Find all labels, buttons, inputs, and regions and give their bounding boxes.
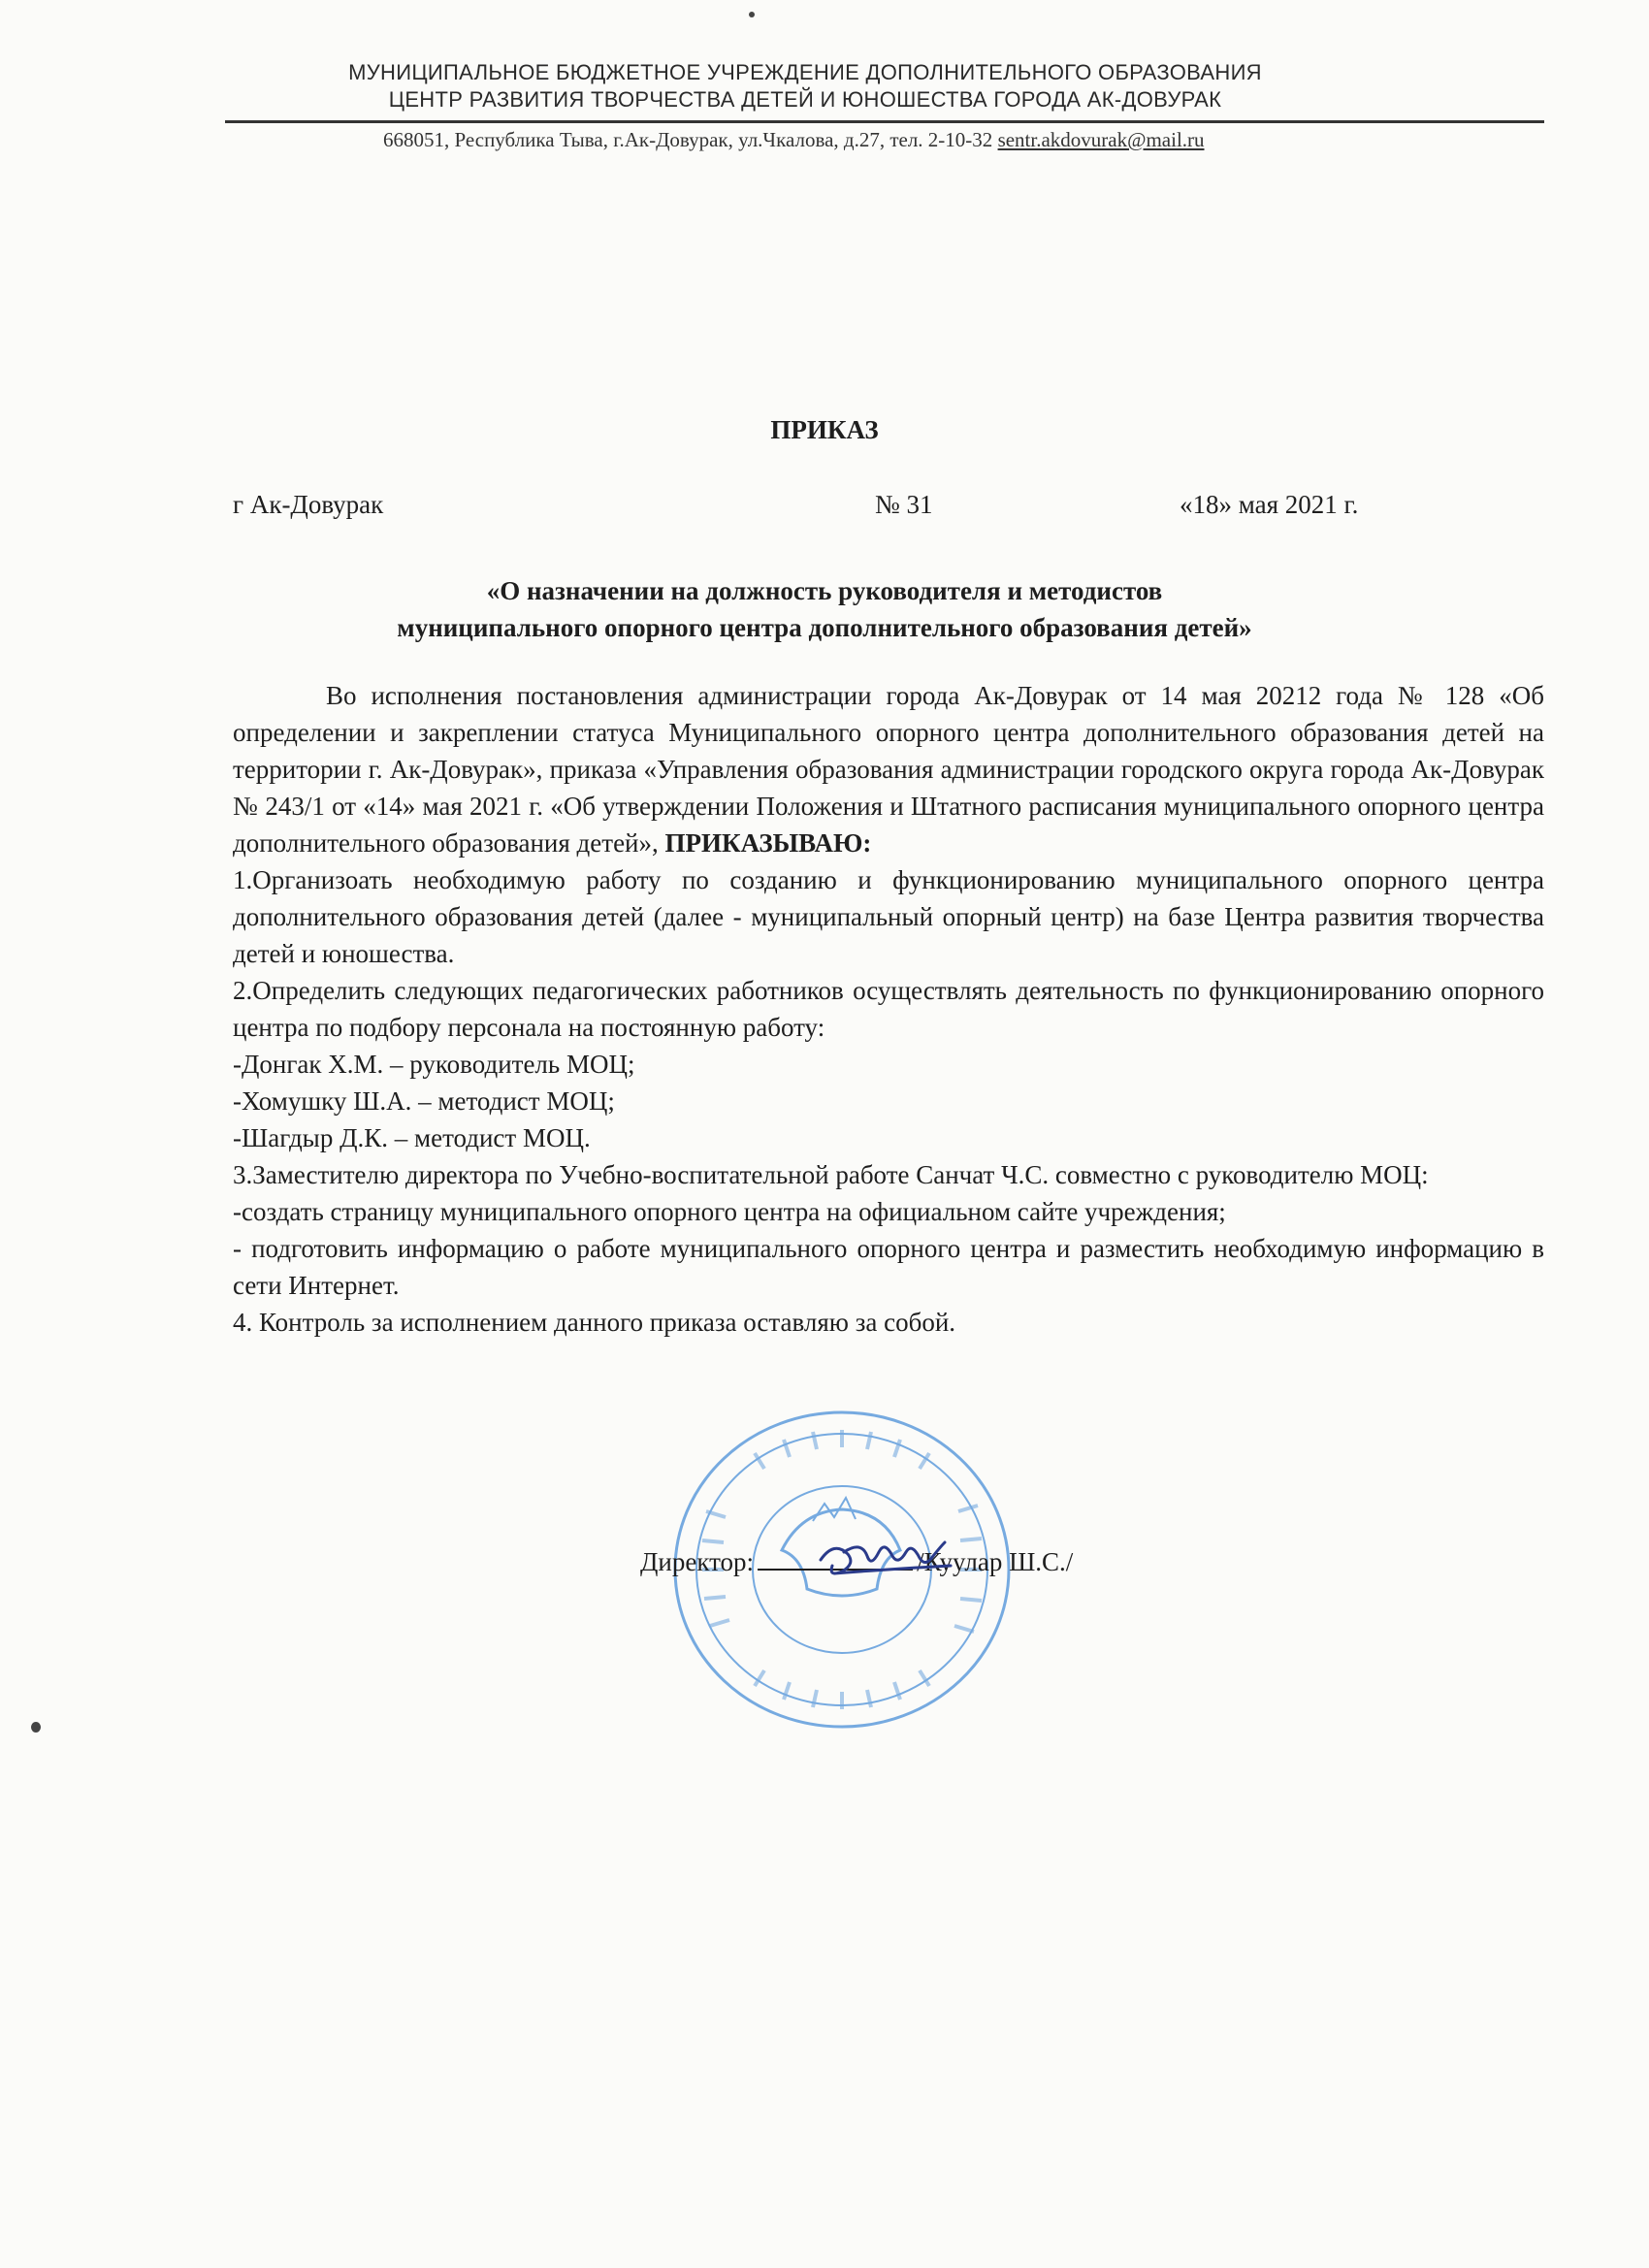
command-word: ПРИКАЗЫВАЮ: [664, 828, 872, 858]
order-city: г Ак-Довурак [233, 490, 384, 519]
preamble-paragraph [233, 677, 1544, 861]
order-item-2: 2.Определить следующих педагогических работников осуществлять деятельность по функционированию опорного центра по подбору персонала на постоянную работу: [233, 976, 1544, 1042]
order-date: «18» мая 2021 г. [1180, 490, 1359, 519]
header-divider [225, 120, 1544, 123]
document-title: ПРИКАЗ [770, 415, 879, 444]
order-number: № 31 [875, 490, 933, 519]
subject-line-1: «О назначении на должность руководителя и методистов [486, 576, 1163, 605]
address-text: 668051, Республика Тыва, г.Ак-Довурак, ул.Чкалова, д.27, тел. 2-10-32 [383, 128, 993, 151]
org-name-line1: МУНИЦИПАЛЬНОЕ БЮДЖЕТНОЕ УЧРЕЖДЕНИЕ ДОПОЛНИТЕЛЬНОГО ОБРАЗОВАНИЯ [348, 60, 1262, 84]
staff-entry-3: -Шагдыр Д.К. – методист МОЦ. [233, 1123, 591, 1152]
order-item-3: 3.Заместителю директора по Учебно-воспитательной работе Санчат Ч.С. совместно с руководителю МОЦ: [233, 1160, 1429, 1189]
staff-entry-2: -Хомушку Ш.А. – методист МОЦ; [233, 1086, 615, 1116]
task-entry-1: -создать страницу муниципального опорного центра на официальном сайте учреждения; [233, 1197, 1226, 1226]
email-link[interactable]: sentr.akdovurak@mail.ru [997, 128, 1205, 151]
order-item-4: 4. Контроль за исполнением данного приказа оставляю за собой. [233, 1308, 956, 1337]
order-item-1: 1.Организоать необходимую работу по созданию и функционированию муниципального опорного центра дополнительного образования детей (далее - муниципальный опорный центр) на базе Центра развития творчества детей и юношества. [233, 865, 1544, 968]
preamble-text: Во исполнения постановления администрации города Ак-Довурак от 14 мая 20212 года № 128 «Об определении и закреплении статуса Муниципального опорного центра дополнительного образования детей на территории г. Ак-Довурак», приказа «Управления образования администрации городского округа города Ак-Довурак № 243/1 от «14» мая 2021 г. «Об утверждении Положения и Штатного расписания муниципального опорного центра дополнительного образования детей», [233, 681, 1544, 858]
org-address [383, 128, 1205, 152]
handwritten-signature [815, 1531, 960, 1589]
order-body [233, 677, 1544, 1341]
signer-name: /Куулар Ш.С./ [917, 1547, 1074, 1576]
signer-position: Директор: [640, 1547, 755, 1576]
order-subject [233, 572, 1416, 646]
scan-dust [31, 1722, 41, 1733]
subject-line-2: муниципального опорного центра дополнительного образования детей» [397, 613, 1252, 642]
scan-dust [749, 12, 755, 17]
task-entry-2: - подготовить информацию о работе муниципального опорного центра и разместить необходимую информацию в сети Интернет. [233, 1234, 1544, 1300]
org-name-line2: ЦЕНТР РАЗВИТИЯ ТВОРЧЕСТВА ДЕТЕЙ И ЮНОШЕСТВА ГОРОДА АК-ДОВУРАК [388, 87, 1222, 112]
staff-entry-1: -Донгак Х.М. – руководитель МОЦ; [233, 1050, 635, 1079]
